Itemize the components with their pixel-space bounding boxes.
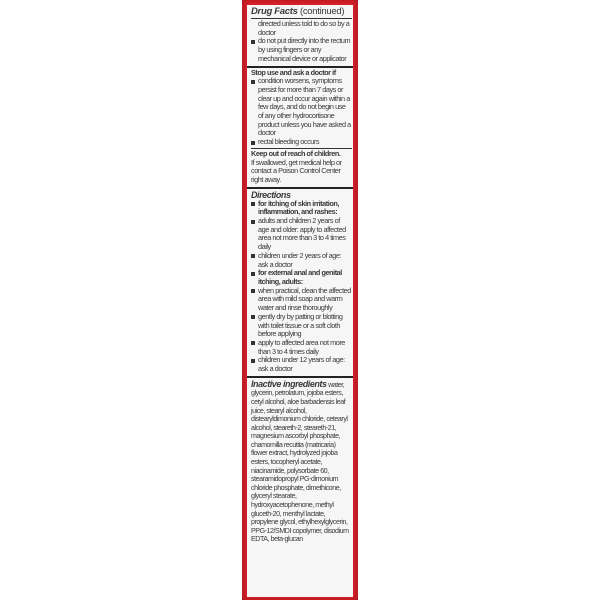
- section-divider: [247, 376, 353, 378]
- keep-out-heading: Keep out of reach of children.: [251, 148, 341, 158]
- directions-list: [251, 200, 352, 374]
- list-item: rectal bleeding occurs: [251, 138, 352, 147]
- list-item: condition worsens, symptoms persist for more than 7 days or clear up and occur again within a few days, and do not begin use of any other hydrocortisone product unless you have asked a doctor: [251, 77, 352, 138]
- list-item: adults and children 2 years of age and older: apply to affected area not more than 3 to 4 times daily: [251, 217, 352, 252]
- list-item: children under 2 years of age: ask a doctor: [251, 252, 352, 269]
- list-item: for external anal and genital itching, adults:: [251, 269, 352, 286]
- stop-use-heading: Stop use and ask a doctor if: [251, 67, 336, 77]
- warnings-continued-list: [251, 20, 352, 64]
- list-item: for itching of skin irritation, inflammation, and rashes:: [251, 200, 352, 217]
- section-divider: [247, 187, 353, 189]
- list-item: do not put directly into the rectum by using fingers or any mechanical device or applicator: [251, 37, 352, 63]
- list-item: apply to affected area not more than 3 to 4 times daily: [251, 339, 352, 356]
- title-bold: Drug Facts: [251, 6, 298, 17]
- stop-use-list: [251, 77, 352, 147]
- inactive-ingredients-heading: Inactive ingredients: [251, 378, 327, 389]
- list-item: children under 12 years of age: ask a doctor: [251, 356, 352, 373]
- list-item: when practical, clean the affected area with mild soap and warm water and rinse thoroughly: [251, 287, 352, 313]
- list-item: gently dry by patting or blotting with toilet tissue or a soft cloth before applying: [251, 313, 352, 339]
- inactive-ingredients: [251, 379, 352, 544]
- drug-facts-title: [251, 6, 352, 19]
- inactive-ingredients-text: water, glycerin, petrolatum, jojoba esters, cetyl alcohol, aloe barbadensis leaf juice, stearyl alcohol, distearyldimonium chloride, cetearyl alcohol, steareth-2, steareth-21, magnesium ascorbyl phosphate, chamomilla recutita (matricaria) flower extract, hydrolyzed jojoba esters, tocopheryl acetate, niacinamide, polysorbate 60, stearamidopropyl PG-dimonium chloride phosphate, dimethicone, glyceryl stearate, hydroxyacetophenone, methyl gluceth-20, menthyl lactate, propylene glycol, ethylhexylglycerin, PPG-12/SMDI copolymer, disodium EDTA, beta-glucan: [251, 380, 349, 544]
- drug-facts-panel: [247, 5, 353, 597]
- directions-heading: Directions: [251, 189, 291, 200]
- title-continued: (continued): [299, 6, 345, 17]
- list-item: directed unless told to do so by a doctor: [258, 19, 350, 37]
- keep-out-text: If swallowed, get medical help or contact a Poison Control Center right away.: [251, 157, 342, 184]
